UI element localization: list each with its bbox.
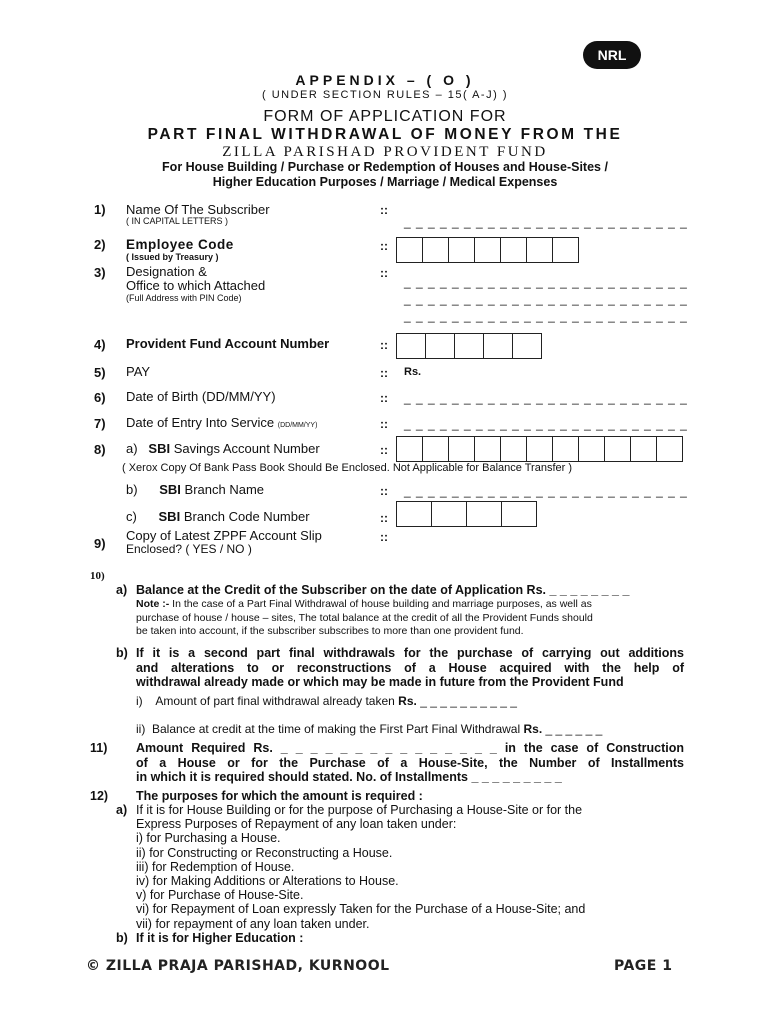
- full-address-note: (Full Address with PIN Code): [126, 293, 242, 303]
- designation-field-line-1[interactable]: _ _ _ _ _ _ _ _ _ _ _ _ _ _ _ _ _ _ _ _ _ _ _ _: [404, 275, 688, 289]
- separator: ::: [380, 511, 388, 525]
- note-line-2: purchase of house / house – sites, The total balance at the credit of all the Provident Funds should: [136, 611, 593, 624]
- s10b-ii-prefix: ii): [136, 722, 146, 736]
- subscriber-name-label: Name Of The Subscriber: [126, 202, 270, 217]
- sbi-account-label: [126, 441, 320, 456]
- designation-field-line-3[interactable]: _ _ _ _ _ _ _ _ _ _ _ _ _ _ _ _ _ _ _ _ _ _ _ _: [404, 309, 688, 323]
- s12b-prefix: b): [116, 931, 128, 945]
- dob-field[interactable]: _ _ _ _ _ _ _ _ _ _ _ _ _ _ _ _ _ _ _ _ _ _ _ _: [404, 391, 688, 405]
- sbi-account-text: Savings Account Number: [173, 441, 320, 456]
- designation-label: Designation &: [126, 264, 207, 279]
- branch-code-label: [126, 509, 310, 524]
- field-number-7: 7): [94, 416, 106, 431]
- s12a-prefix: a): [116, 803, 128, 817]
- separator: ::: [380, 391, 388, 405]
- s10a-prefix: a): [116, 583, 128, 597]
- field-number-5: 5): [94, 365, 106, 380]
- list-item: iv) for Making Additions or Alterations to House.: [136, 874, 399, 889]
- amount-required-line-3: in which it is required should stated. No. of Installments _ _ _ _ _ _ _ _ _: [136, 770, 562, 784]
- pay-rs: Rs.: [404, 366, 422, 378]
- sbi-text: SBI: [158, 509, 181, 524]
- s10b-i-prefix: i): [136, 694, 143, 708]
- sbi-text: SBI: [159, 482, 181, 497]
- separator: ::: [380, 530, 388, 544]
- branch-code-text: Branch Code Number: [183, 509, 310, 524]
- office-label: Office to which Attached: [126, 278, 266, 293]
- capital-letters-note: ( IN CAPITAL LETTERS ): [126, 216, 229, 226]
- zppf-slip-yes-no: Enclosed? ( YES / NO ): [126, 542, 252, 556]
- branch-name-text: Branch Name: [184, 482, 265, 497]
- balance-credit-text: Balance at the Credit of the Subscriber on the date of Application Rs. _ _ _ _ _ _ _ _: [136, 583, 630, 597]
- field-number-2: 2): [94, 237, 106, 252]
- page-num: 1: [662, 958, 673, 974]
- form-of-application: FORM OF APPLICATION FOR: [263, 108, 507, 125]
- field-number-8: 8): [94, 442, 106, 457]
- sbi-account-prefix: a): [126, 441, 138, 456]
- amount-required-text: [136, 741, 684, 785]
- field-number-4: 4): [94, 337, 106, 352]
- sbi-text: SBI: [148, 441, 171, 456]
- subscriber-name-field[interactable]: _ _ _ _ _ _ _ _ _ _ _ _ _ _ _ _ _ _ _ _ _ _ _ _: [404, 215, 688, 229]
- s10b-ii-blank[interactable]: _ _ _ _ _ _: [545, 722, 603, 736]
- list-item: iii) for Redemption of House.: [136, 859, 295, 874]
- list-item: ii) for Constructing or Reconstructing a House.: [136, 845, 393, 860]
- amount-required-line-1: Amount Required Rs. _ _ _ _ _ _ _ _ _ _ _ _ _ _ _ in the case of Construction: [136, 741, 684, 755]
- s10b-i-blank[interactable]: _ _ _ _ _ _ _ _ _ _: [420, 694, 517, 708]
- purpose-line-2: Higher Education Purposes / Marriage / Medical Expenses: [212, 175, 558, 189]
- second-withdrawal-text: [136, 646, 684, 690]
- pf-account-label: Provident Fund Account Number: [126, 336, 330, 351]
- list-item: vii) for repayment of any loan taken under.: [136, 916, 370, 931]
- branch-code-prefix: c): [126, 509, 137, 524]
- section-number-10: 10): [90, 570, 105, 582]
- s10b-ii-rs: Rs.: [523, 722, 543, 736]
- s10b-prefix: b): [116, 646, 128, 660]
- separator: ::: [380, 484, 388, 498]
- purpose-text: [0, 160, 770, 190]
- pf-account-boxes[interactable]: [396, 333, 541, 359]
- list-item: v) for Purchase of House-Site.: [136, 888, 304, 903]
- part-final-title: PART FINAL WITHDRAWAL OF MONEY FROM THE: [147, 126, 623, 143]
- separator: ::: [380, 239, 388, 253]
- entry-service-text: Date of Entry Into Service: [126, 415, 275, 430]
- s10b-ii-text: Balance at credit at the time of making the First Part Final Withdrawal: [152, 722, 521, 736]
- section-number-12: 12): [90, 789, 109, 803]
- amount-required-line-2: of a House or for the Purchase of a House-Site, the Number of Installments: [136, 755, 684, 770]
- sbi-account-boxes[interactable]: [396, 436, 682, 462]
- separator: ::: [380, 443, 388, 457]
- note-label: Note :-: [136, 598, 170, 610]
- purposes-a-line-1: If it is for House Building or for the purpose of Purchasing a House-Site or for the: [136, 803, 583, 817]
- pass-book-note: ( Xerox Copy Of Bank Pass Book Should Be Enclosed. Not Applicable for Balance Transfer ): [122, 462, 573, 474]
- s10b-i-rs: Rs.: [398, 694, 417, 708]
- page-label: PAGE: [614, 958, 657, 974]
- nrl-badge: [583, 41, 641, 69]
- branch-name-label: [126, 482, 264, 497]
- purposes-title: The purposes for which the amount is required :: [136, 789, 423, 803]
- separator: ::: [380, 203, 388, 217]
- footer-copyright: © ZILLA PRAJA PARISHAD, KURNOOL: [86, 958, 390, 974]
- field-number-9: 9): [94, 536, 106, 551]
- dob-label: Date of Birth (DD/MM/YY): [126, 389, 276, 404]
- field-number-3: 3): [94, 265, 106, 280]
- field-number-6: 6): [94, 390, 106, 405]
- designation-field-line-2[interactable]: _ _ _ _ _ _ _ _ _ _ _ _ _ _ _ _ _ _ _ _ _ _ _ _: [404, 292, 688, 306]
- higher-education-text: If it is for Higher Education :: [136, 931, 304, 945]
- purposes-list: [136, 803, 696, 931]
- entry-service-format: (DD/MM/YY): [277, 422, 318, 429]
- second-withdrawal-line-2: and alterations to or reconstructions of a House acquired with the help of: [136, 660, 684, 675]
- entry-service-field[interactable]: _ _ _ _ _ _ _ _ _ _ _ _ _ _ _ _ _ _ _ _ _ _ _ _: [404, 417, 688, 431]
- employee-code-boxes[interactable]: [396, 237, 578, 263]
- under-section: ( UNDER SECTION RULES – 15( A-J) ): [262, 89, 508, 101]
- separator: ::: [380, 338, 388, 352]
- appendix-title: APPENDIX – ( O ): [295, 72, 475, 88]
- separator: ::: [380, 366, 388, 380]
- purposes-a-line-2: Express Purposes of Repayment of any loan taken under:: [136, 817, 457, 832]
- page-number: [614, 958, 673, 974]
- s10b-ii-row: [136, 722, 602, 736]
- section-number-11: 11): [90, 741, 108, 755]
- nrl-badge-text: NRL: [597, 47, 627, 63]
- zilla-title: ZILLA PARISHAD PROVIDENT FUND: [222, 144, 548, 160]
- field-number-1: 1): [94, 202, 106, 217]
- separator: ::: [380, 417, 388, 431]
- pay-label: PAY: [126, 364, 151, 379]
- s10b-i-text: Amount of part final withdrawal already taken: [155, 694, 395, 708]
- branch-code-boxes[interactable]: [396, 501, 536, 527]
- note-paragraph: [136, 598, 696, 639]
- separator: ::: [380, 266, 388, 280]
- branch-name-field[interactable]: _ _ _ _ _ _ _ _ _ _ _ _ _ _ _ _ _ _ _ _ _ _ _ _: [404, 484, 688, 498]
- branch-name-prefix: b): [126, 482, 138, 497]
- list-item: vi) for Repayment of Loan expressly Taken for the Purchase of a House-Site; and: [136, 902, 586, 917]
- purpose-line-1: For House Building / Purchase or Redemption of Houses and House-Sites /: [162, 160, 608, 174]
- second-withdrawal-line-3: withdrawal already made or which may be made in future from the Provident Fund: [136, 675, 624, 689]
- second-withdrawal-line-1: If it is a second part final withdrawals for the purchase of carrying out additions: [136, 646, 684, 660]
- entry-service-label: [126, 415, 317, 430]
- note-line-1: In the case of a Part Final Withdrawal of house building and marriage purposes, as well as: [172, 598, 592, 610]
- note-line-3: be taken into account, if the subscriber subscribes to more than one provident fund.: [136, 625, 524, 637]
- zppf-slip-label: Copy of Latest ZPPF Account Slip: [126, 528, 322, 543]
- s10b-i-row: [136, 694, 517, 708]
- list-item: i) for Purchasing a House.: [136, 831, 281, 846]
- issued-by-treasury: ( Issued by Treasury ): [126, 252, 219, 262]
- employee-code-label: Employee Code: [126, 237, 234, 252]
